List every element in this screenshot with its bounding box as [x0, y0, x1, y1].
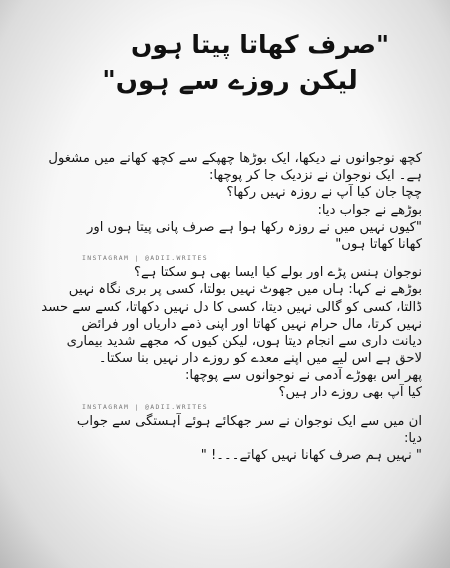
- body-line: چچا جان کیا آپ نے روزہ نہیں رکھا؟: [226, 185, 422, 201]
- body-line: کچھ نوجوانوں نے دیکھا، ایک بوڑھا چھپکے سے کچھ کھانے میں مشغول: [48, 151, 422, 166]
- title-line-2: لیکن روزے سے ہوں": [102, 66, 358, 96]
- body-line: پھر اس بھوڑے آدمی نے نوجوانوں سے پوچھا:: [184, 368, 422, 384]
- body-line: " نہیں ہم صرف کھانا نہیں کھاتے۔۔۔! ": [200, 448, 422, 463]
- body-line: لاحق ہے اس لیے میں اپنے معدے کو روزے دار نہیں بنا سکتا۔: [98, 351, 422, 367]
- body-line: دیانت داری سے انجام دیتا ہوں، لیکن کیوں کہ مجھے شدید بیماری: [66, 333, 422, 349]
- body-line: بوڑھے نے کہا: ہاں میں جھوٹ نہیں بولتا، کسی پر بری نگاہ نہیں: [68, 282, 422, 298]
- watermark-text: INSTAGRAM | @ADII.WRITES: [82, 402, 208, 411]
- body-line: ڈالتا، کسی کو گالی نہیں دیتا، کسی کا دل نہیں دکھاتا، کسے سے حسد: [41, 299, 422, 315]
- watermark-text: INSTAGRAM | @ADII.WRITES: [82, 254, 208, 263]
- body-line: کھانا کھاتا ہوں": [335, 236, 422, 252]
- body-line: نہیں کرتا، مال حرام نہیں کھاتا اور اپنی ذمے داریاں اور فرائض: [81, 316, 422, 332]
- body-line: دیا:: [403, 430, 422, 446]
- body-line: "کیوں نہیں میں نے روزہ رکھا ہوا ہے صرف پانی پیتا ہوں اور: [86, 219, 422, 235]
- story-body: [36, 150, 422, 464]
- title-line-1: "صرف کھاتا پیتا ہوں: [131, 30, 389, 59]
- body-line: ان میں سے ایک نوجوان نے سر جھکائے ہوئے آہستگی سے جواب: [76, 413, 422, 429]
- body-line: ہے۔ ایک نوجوان نے نزدیک جا کر پوچھا:: [208, 168, 422, 184]
- body-line: بوڑھے نے جواب دیا:: [317, 202, 422, 218]
- body-line: کیا آپ بھی روزے دار ہیں؟: [278, 385, 422, 401]
- body-line: نوجوان ہنس پڑے اور بولے کیا ایسا بھی ہو سکتا ہے؟: [134, 265, 422, 281]
